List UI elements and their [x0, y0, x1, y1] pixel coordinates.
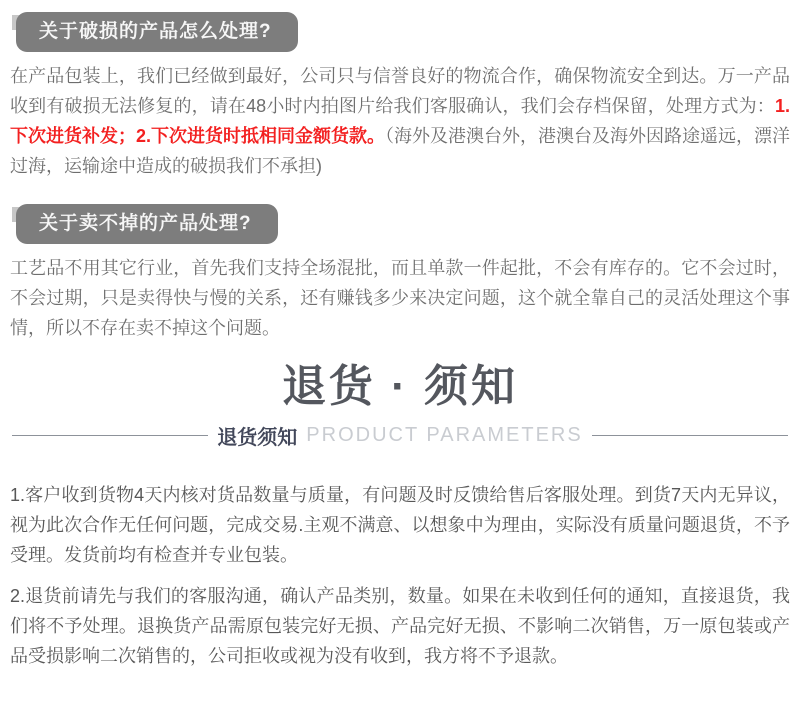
damaged-body-highlight: 1.下次进货补发；2.下次进货时抵相同金额货款。	[10, 96, 790, 146]
returns-term-1: 1.客户收到货物4天内核对货品数量与质量，有问题及时反馈给售后客服处理。到货7天内无异议，视为此次合作无任何问题，完成交易.主观不满意、以想象中为理由，实际没有质量问题退货，不予受理。发货前均有检查并专业包装。	[10, 485, 790, 565]
section-unsold-products	[10, 204, 790, 343]
damaged-products-body	[10, 61, 790, 181]
damaged-products-header-label: 关于破损的产品怎么处理?	[16, 12, 298, 52]
unsold-products-header	[12, 204, 278, 244]
returns-terms-list	[10, 480, 790, 671]
unsold-products-body: 工艺品不用其它行业，首先我们支持全场混批，而且单款一件起批，不会有库存的。它不会过时，不会过期，只是卖得快与慢的关系，还有赚钱多少来决定问题，这个就全靠自己的灵活处理这个事情，所以不存在卖不掉这个问题。	[10, 258, 790, 338]
damaged-body-suffix: （海外及港澳台外，港澳台及海外因路途遥远，漂洋过海，运输途中造成的破损我们不承担)	[10, 126, 791, 176]
returns-subtitle-en: PRODUCT PARAMETERS	[306, 424, 583, 446]
returns-title: 退货 · 须知	[281, 362, 519, 411]
unsold-products-header-label: 关于卖不掉的产品处理?	[16, 204, 278, 244]
divider-line-left	[12, 435, 208, 436]
damaged-products-header	[12, 12, 298, 52]
returns-subtitle-row	[10, 421, 790, 450]
returns-subtitle-zh: 退货须知	[217, 427, 298, 449]
damaged-body-prefix: 在产品包装上，我们已经做到最好，公司只与信誉良好的物流合作，确保物流安全到达。万一产品收到有破损无法修复的，请在48小时内拍图片给我们客服确认，我们会存档保留，处理方式为：	[10, 66, 790, 116]
returns-header	[10, 359, 790, 450]
returns-term-2: 2.退货前请先与我们的客服沟通，确认产品类别，数量。如果在未收到任何的通知，直接退货，我们将不予处理。退换货产品需原包装完好无损、产品完好无损、不影响二次销售，万一原包装或产品受损影响二次销售的，公司拒收或视为没有收到，我方将不予退款。	[10, 586, 790, 666]
divider-line-right	[592, 435, 788, 436]
section-damaged-products	[10, 12, 790, 181]
